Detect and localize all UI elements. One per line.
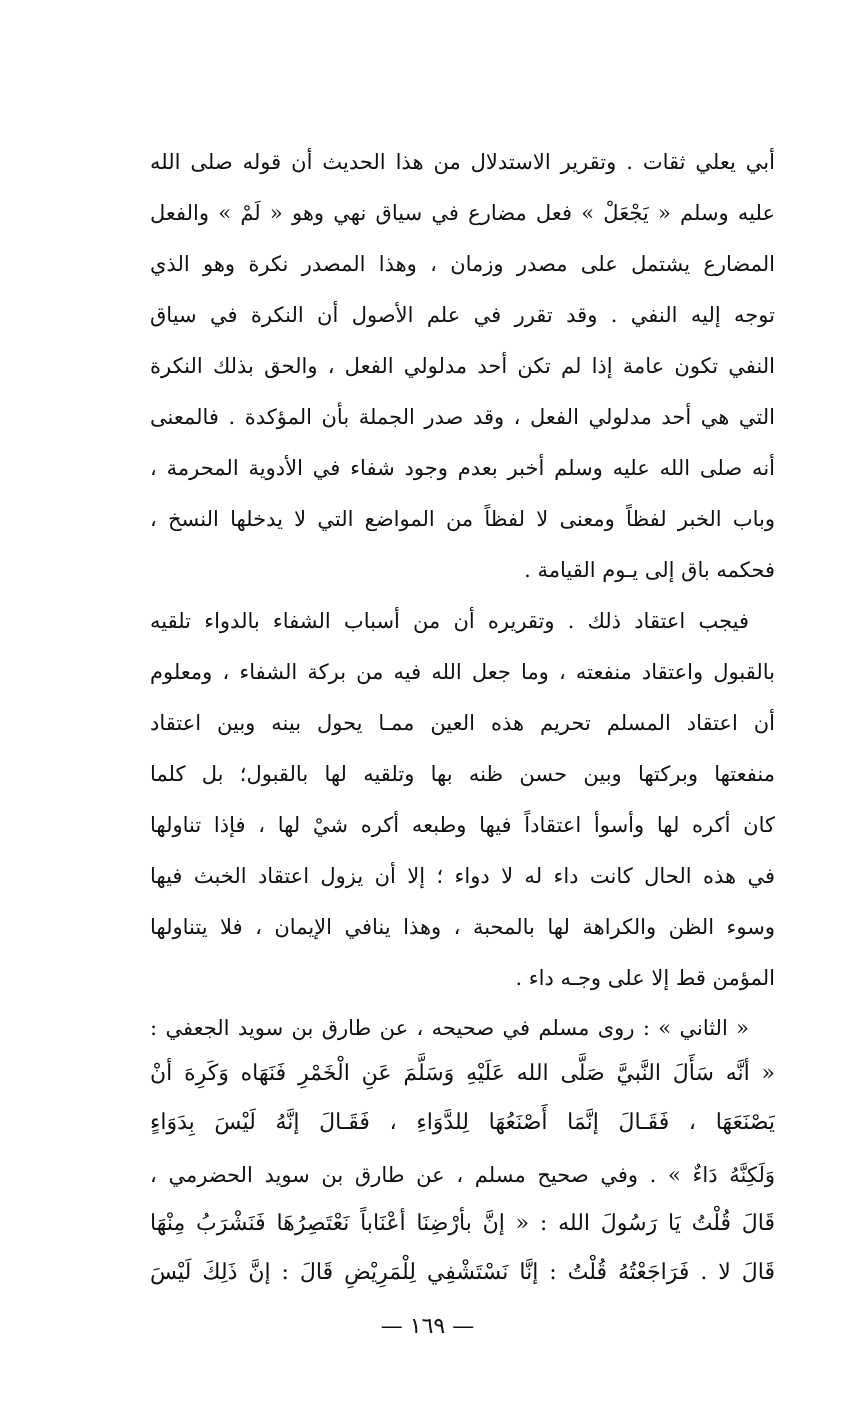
- text-line: في هذه الحال كانت داء له لا دواء ؛ إلا أن يزول اعتقاد الخبث فيها: [150, 864, 775, 888]
- text-line: التي هي أحد مدلولي الفعل ، وقد صدر الجملة بأن المؤكدة . فالمعنى: [150, 405, 775, 429]
- text-line: أن اعتقاد المسلم تحريم هذه العين ممـا يحول بينه وبين اعتقاد: [150, 711, 775, 735]
- text-line: فيجب اعتقاد ذلك . وتقريره أن من أسباب الشفاء بالدواء تلقيه: [150, 609, 749, 633]
- text-line: عليه وسلم « يَجْعَلْ » فعل مضارع في سياق نهي وهو « لَمْ » والفعل: [150, 201, 775, 225]
- text-line: كان أكره لها وأسوأ اعتقاداً فيها وطبعه أكره شيْ لها ، فإذا تناولها: [150, 813, 775, 837]
- text-line: توجه إليه النفي . وقد تقرر في علم الأصول أن النكرة في سياق: [150, 303, 775, 327]
- text-line: فحكمه باق إلى يـوم القيامة .: [524, 558, 775, 582]
- text-line: وباب الخبر لفظاً ومعنى لا لفظاً من المواضع التي لا يدخلها النسخ ،: [150, 507, 775, 531]
- text-line: « أنَّه سَأَلَ النَّبيَّ صَلَّى الله عَلَيْهِ وَسَلَّمَ عَنِ الْخَمْرِ فَنَهَاه وَكَرِهَ أنْ: [150, 1061, 775, 1086]
- text-line: « الثاني » : روى مسلم في صحيحه ، عن طارق بن سويد الجعفي :: [150, 1016, 749, 1040]
- text-line: النفي تكون عامة إذا لم تكن أحد مدلولي الفعل ، والحق بذلك النكرة: [150, 354, 775, 378]
- text-line: المضارع يشتمل على مصدر وزمان ، وهذا المصدر نكرة وهو الذي: [150, 252, 775, 276]
- text-line: أبي يعلي ثقات . وتقرير الاستدلال من هذا الحديث أن قوله صلى الله: [150, 150, 775, 174]
- text-line: منفعتها وبركتها وبين حسن ظنه بها وتلقيه لها بالقبول؛ بل كلما: [150, 762, 775, 786]
- text-line: قَالَ قُلْتُ يَا رَسُولَ الله : « إنَّ بأرْضِنَا أعْنَاباً نَعْتَصِرُهَا فَنَشْرَبُ مِنْهَا: [150, 1211, 775, 1236]
- text-line: وَلَكِنَّهُ دَاءٌ » . وفي صحيح مسلم ، عن طارق بن سويد الحضرمي ،: [150, 1163, 775, 1187]
- text-line: أنه صلى الله عليه وسلم أخبر بعدم وجود شفاء في الأدوية المحرمة ،: [150, 456, 775, 480]
- page-number: — ١٦٩ —: [380, 1314, 475, 1339]
- text-line: يَصْنَعَهَا ، فَقَـالَ إنَّمَا أَصْنَعُهَا لِلدَّوَاءِ ، فَقَـالَ إنَّهُ لَيْسَ بِدَوَاءٍ: [150, 1110, 775, 1135]
- text-line: وسوء الظن والكراهة لها بالمحبة ، وهذا ينافي الإيمان ، فلا يتناولها: [150, 915, 775, 939]
- text-line: المؤمن قط إلا على وجـه داء .: [515, 966, 775, 990]
- text-line: قَالَ لا . فَرَاجَعْتُهُ قُلْتُ : إنَّا نَسْتَشْفِي لِلْمَرِيْضِ قَالَ : إنَّ ذَلِكَ لَيْسَ: [150, 1260, 775, 1285]
- text-line: بالقبول واعتقاد منفعته ، وما جعل الله فيه من بركة الشفاء ، ومعلوم: [150, 660, 775, 684]
